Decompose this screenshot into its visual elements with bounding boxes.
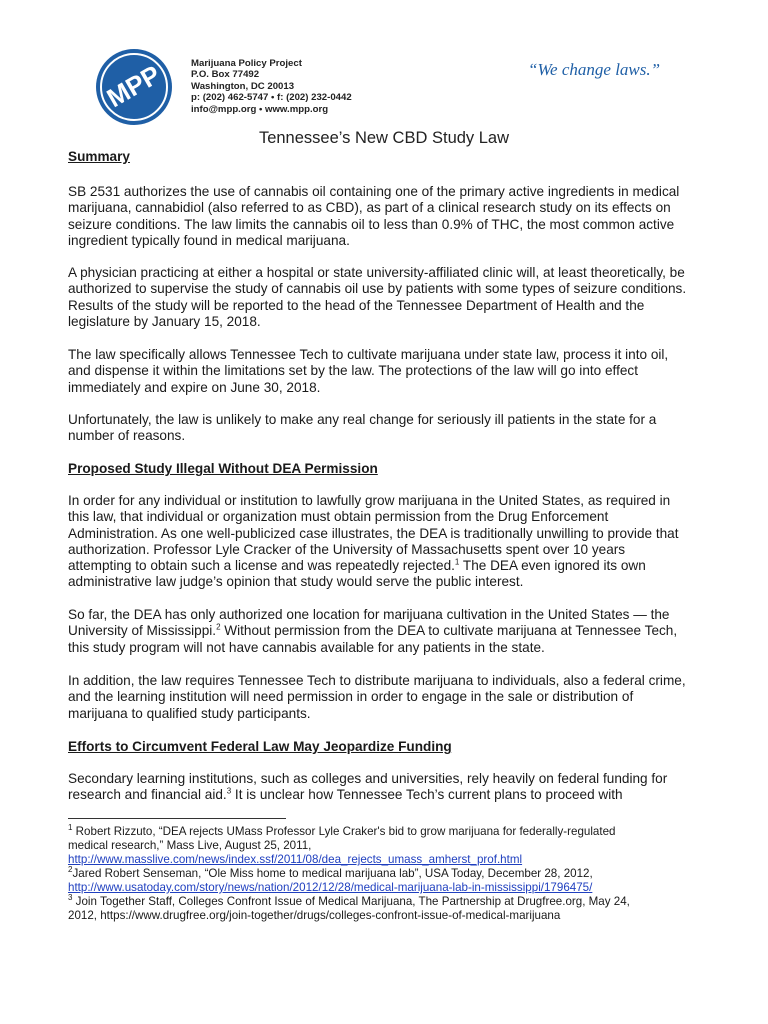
- text-line: and the learning institution will need permission in order to engage in the sale or distribution of: [68, 689, 634, 705]
- text-line: this study program will not have cannabis available for any patients in the state.: [68, 639, 545, 655]
- org-city: Washington, DC 20013: [191, 80, 295, 92]
- footnote-1: [68, 825, 718, 839]
- org-po-box: P.O. Box 77492: [191, 69, 260, 81]
- text-line: [68, 558, 708, 574]
- paragraph-6: [68, 607, 708, 656]
- footnote-text: 2012, https://www.drugfree.org/join-together/drugs/colleges-confront-issue-of-medical-marijuana: [68, 909, 561, 922]
- heading-summary: Summary: [68, 149, 130, 164]
- text-span: It is unclear how Tennessee Tech’s current plans to proceed with: [231, 787, 623, 803]
- logo-text: MPP: [101, 59, 166, 114]
- org-name: Marijuana Policy Project: [191, 58, 302, 69]
- text-line: and dispense it within the limitations set by the law. The protections of the law will go into effect: [68, 363, 638, 379]
- text-line: In order for any individual or institution to lawfully grow marijuana in the United States, as required in: [68, 493, 671, 508]
- letterhead: [95, 48, 680, 124]
- paragraph-8: [68, 771, 708, 804]
- footnote-ref-2[interactable]: 2: [216, 622, 221, 632]
- footnote-ref-1[interactable]: 1: [454, 557, 460, 567]
- footnote-divider: [68, 818, 286, 819]
- text-line: So far, the DEA has only authorized one location for marijuana cultivation in the United States — the: [68, 607, 670, 622]
- footnote-mark: 3: [68, 893, 73, 903]
- text-line: administrative law judge’s opinion that study would serve the public interest.: [68, 574, 524, 590]
- text-line: In addition, the law requires Tennessee Tech to distribute marijuana to individuals, also a federal crime,: [68, 673, 686, 688]
- text-line: A physician practicing at either a hospital or state university-affiliated clinic will, at least theoretically, be: [68, 265, 685, 280]
- text-line: SB 2531 authorizes the use of cannabis oil containing one of the primary active ingredients in medical: [68, 184, 680, 199]
- text-line: ingredient typically found in medical marijuana.: [68, 232, 350, 248]
- footnotes: [68, 825, 718, 923]
- footnote-text: Join Together Staff, Colleges Confront Issue of Medical Marijuana, The Partnership at Drugfree.org, May 24,: [72, 895, 630, 908]
- paragraph-2: [68, 265, 708, 330]
- text-line: legislature by January 15, 2018.: [68, 313, 261, 329]
- text-span: The DEA even ignored its own: [459, 558, 646, 574]
- paragraph-1: [68, 184, 708, 249]
- text-line: immediately and expire on June 30, 2018.: [68, 379, 321, 395]
- text-line: Administration. As one well-publicized case illustrates, the DEA is traditionally unwilling to provide that: [68, 525, 679, 541]
- paragraph-4: [68, 412, 708, 445]
- text-span: attempting to obtain such a license and was repeatedly rejected.: [68, 558, 455, 574]
- text-line: authorized to supervise the study of cannabis oil use by patients with some types of seizure conditions.: [68, 281, 687, 297]
- footnote-1-link[interactable]: http://www.masslive.com/news/index.ssf/2011/08/dea_rejects_umass_amherst_prof.html: [68, 853, 523, 866]
- mpp-logo: [95, 48, 173, 126]
- heading-study-illegal: Proposed Study Illegal Without DEA Permission: [68, 461, 378, 476]
- footnote-mark: 1: [68, 823, 73, 833]
- footnote-text: Jared Robert Senseman, “Ole Miss home to medical marijuana lab”, USA Today, December 28, 2012,: [72, 867, 593, 880]
- text-line: authorization. Professor Lyle Cracker of the University of Massachusetts spent over 10 years: [68, 541, 626, 557]
- footnote-mark: 2: [68, 865, 73, 875]
- text-line: [68, 623, 708, 639]
- text-line: marijuana, cannabidiol (also referred to as CBD), as part of a clinical research study on its effects on: [68, 200, 671, 216]
- text-line: number of reasons.: [68, 428, 186, 444]
- text-span: research and financial aid.: [68, 787, 227, 803]
- org-email: info@mpp.org • www.mpp.org: [191, 103, 329, 115]
- text-line: The law specifically allows Tennessee Tech to cultivate marijuana under state law, process it into oil,: [68, 347, 669, 362]
- org-address: [191, 58, 352, 115]
- page-title: Tennessee’s New CBD Study Law: [258, 129, 510, 147]
- text-span: University of Mississippi.: [68, 623, 217, 639]
- footnote-text: Robert Rizzuto, “DEA rejects UMass Professor Lyle Craker's bid to grow marijuana for federally-regulated: [72, 825, 616, 838]
- text-line: marijuana to qualified study participants.: [68, 705, 311, 721]
- footnote-2-link[interactable]: http://www.usatoday.com/story/news/nation/2012/12/28/medical-marijuana-lab-in-mississippi/1796475/: [68, 881, 593, 894]
- paragraph-7: [68, 673, 708, 722]
- footnote-3: [68, 895, 718, 909]
- paragraph-3: [68, 347, 708, 396]
- org-phone: p: (202) 462-5747 • f: (202) 232-0442: [191, 92, 352, 104]
- footnote-text: medical research,” Mass Live, August 25, 2011,: [68, 839, 312, 852]
- text-line: this law, that individual or organization must obtain permission from the Drug Enforcement: [68, 509, 609, 525]
- paragraph-5: [68, 493, 708, 591]
- text-line: Results of the study will be reported to the head of the Tennessee Department of Health and the: [68, 297, 645, 313]
- slogan: “We change laws.”: [528, 60, 661, 79]
- text-line: seizure conditions. The law limits the cannabis oil to less than 0.9% of THC, the most common active: [68, 216, 675, 232]
- footnote-ref-3[interactable]: 3: [226, 786, 232, 796]
- text-line: Secondary learning institutions, such as colleges and universities, rely heavily on federal funding for: [68, 771, 668, 786]
- footnote-2: [68, 867, 718, 881]
- heading-funding: Efforts to Circumvent Federal Law May Jeopardize Funding: [68, 739, 452, 754]
- text-span: Without permission from the DEA to cultivate marijuana at Tennessee Tech,: [220, 623, 678, 639]
- text-line: Unfortunately, the law is unlikely to make any real change for seriously ill patients in the state for a: [68, 412, 657, 427]
- text-line: [68, 787, 708, 803]
